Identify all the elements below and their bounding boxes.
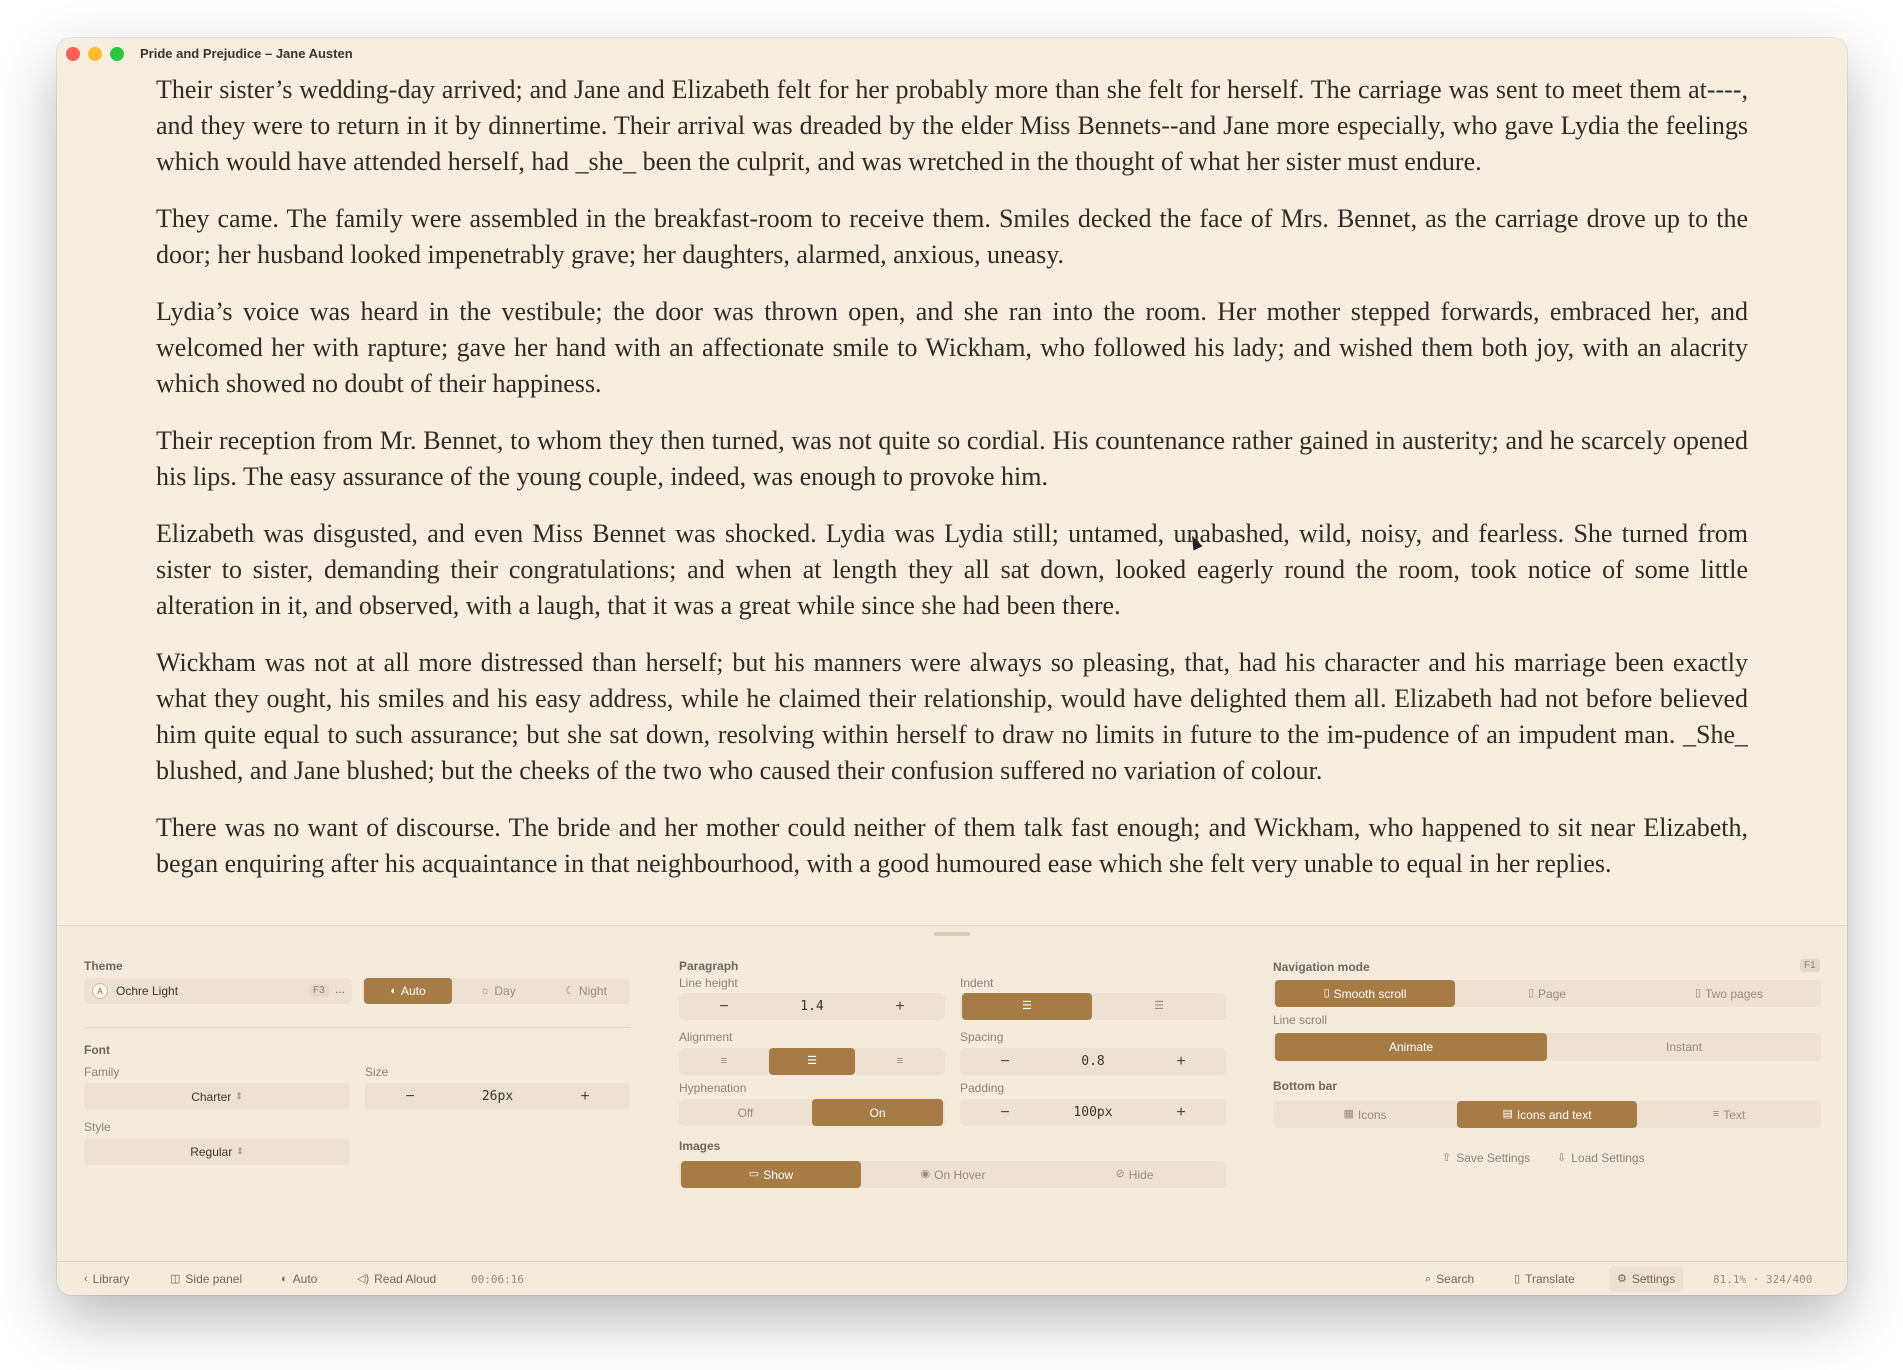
padding-increase-button[interactable]: + (1176, 1103, 1186, 1121)
indent-on-option[interactable] (962, 993, 1092, 1020)
load-settings-button[interactable]: ⇩ Load Settings (1557, 1151, 1645, 1165)
auto-theme-button[interactable]: ◐ Auto (281, 1272, 318, 1286)
bottom-bar (57, 1261, 1847, 1295)
hyphenation-on-option[interactable]: On (812, 1099, 943, 1126)
padding-decrease-button[interactable]: − (1000, 1103, 1010, 1121)
share-icon: ⇧ (1442, 1151, 1452, 1164)
spacing-increase-button[interactable]: + (1176, 1052, 1186, 1070)
theme-section-title: Theme (84, 959, 123, 973)
align-justify-icon: ☰ (807, 1055, 817, 1067)
section-divider (84, 1027, 630, 1028)
reading-progress: 81.1% · 324/400 (1713, 1272, 1813, 1286)
sun-icon: ☼ (480, 984, 491, 997)
hyphenation-segmented (679, 1099, 945, 1126)
paragraph: Elizabeth was disgusted, and even Miss Bennet was shocked. Lydia was Lydia still; untamed, unabashed, wild, noisy, and fearless. She turned from sister to sister, demanding their congratulations; and when at length they all sat down, looked eagerly round the room, took notice of some little alteration in it, and observed, with a laugh, that it was a great while since she had been there. (156, 519, 1748, 620)
font-size-decrease-button[interactable]: − (405, 1087, 415, 1105)
font-size-stepper: − 26px + (365, 1083, 630, 1110)
window-title: Pride and Prejudice – Jane Austen (140, 46, 353, 61)
bottom-bar-icons-and-text-option[interactable]: ▤ Icons and text (1457, 1101, 1637, 1128)
download-icon: ⇩ (1557, 1151, 1567, 1164)
no-indent-icon: ☰ (1154, 1000, 1164, 1012)
theme-shortcut: F3 (309, 984, 329, 997)
two-pages-icon: ▯ (1694, 987, 1701, 999)
icon-text-icon: ▤ (1502, 1108, 1513, 1120)
settings-panel (57, 925, 1847, 1261)
search-icon: ⌕ (1425, 1272, 1432, 1285)
speaker-icon: ◁) (357, 1272, 370, 1285)
paragraph-section-title: Paragraph (679, 959, 739, 973)
paragraph: Their sister’s wedding-day arrived; and Jane and Elizabeth felt for her probably more than she felt for herself. The carriage was sent to meet them at----, and they were to return in it by dinnertime. Their arrival was dreaded by the elder Miss Bennets--and Jane more especially, who gave Lydia the feelings which would have attended herself, had _she_ been the culprit, and was wretched in the thought of what her sister must endure. (156, 75, 1748, 176)
settings-button[interactable]: ⚙ Settings (1609, 1266, 1683, 1292)
panel-resize-handle[interactable] (934, 932, 970, 936)
minimize-window-button[interactable] (88, 47, 102, 61)
line-scroll-segmented (1273, 1033, 1821, 1061)
save-settings-button[interactable]: ⇧ Save Settings (1442, 1151, 1531, 1165)
bottom-bar-section-title: Bottom bar (1273, 1079, 1337, 1093)
align-left-icon: ≡ (720, 1055, 728, 1067)
padding-label: Padding (960, 1081, 1005, 1095)
page-icon: ▯ (1527, 987, 1535, 999)
grid-icon: ▦ (1343, 1108, 1354, 1120)
theme-name: Ochre Light (116, 984, 179, 998)
eye-off-icon: ⊘ (1115, 1168, 1125, 1180)
padding-stepper: − 100px + (960, 1099, 1226, 1126)
align-right-icon: ≡ (896, 1055, 904, 1067)
font-family-select[interactable]: Charter ⇕ (84, 1083, 350, 1110)
indent-segmented (960, 993, 1226, 1020)
bottom-bar-segmented (1273, 1101, 1821, 1128)
theme-mode-auto[interactable]: ◐ Auto (364, 978, 452, 1004)
gear-icon: ⚙ (1617, 1272, 1627, 1285)
chevron-updown-icon: ⇕ (235, 1091, 243, 1101)
font-size-label: Size (365, 1065, 389, 1079)
indent-icon: ☰ (1022, 1000, 1032, 1012)
images-on-hover-option[interactable]: ◉ On Hover (920, 1167, 986, 1182)
library-button[interactable]: ‹ Library (84, 1272, 130, 1286)
align-left-option[interactable] (681, 1048, 767, 1075)
images-section-title: Images (679, 1139, 721, 1153)
font-style-select[interactable]: Regular ⇕ (84, 1138, 350, 1165)
spacing-label: Spacing (960, 1030, 1004, 1044)
paragraph: Lydia’s voice was heard in the vestibule; the door was thrown open, and she ran into the room. Her mother stepped forwards, embraced her, and welcomed her with rapture; gave her hand with an affectionate smile to Wickham, who followed his lady; and wished them both joy, with an alacrity which showed no doubt of their happiness. (156, 297, 1748, 398)
line-height-increase-button[interactable]: + (895, 997, 905, 1015)
nav-smooth-scroll-option[interactable]: ▯ Smooth scroll (1275, 980, 1455, 1007)
eye-icon: ◉ (920, 1168, 931, 1180)
theme-letter-icon: A (92, 983, 108, 999)
zoom-window-button[interactable] (110, 47, 124, 61)
font-style-label: Style (84, 1120, 111, 1134)
line-scroll-label: Line scroll (1273, 1013, 1328, 1027)
theme-mode-night[interactable]: ☾ Night (565, 984, 607, 998)
align-justify-option[interactable] (769, 1048, 855, 1075)
font-section-title: Font (84, 1043, 110, 1057)
read-aloud-button[interactable]: ◁) Read Aloud (357, 1272, 437, 1286)
line-height-decrease-button[interactable]: − (719, 997, 729, 1015)
scroll-icon: ▯ (1323, 987, 1330, 999)
hyphenation-label: Hyphenation (679, 1081, 747, 1095)
half-circle-icon: ◐ (281, 1272, 288, 1285)
font-size-increase-button[interactable]: + (580, 1087, 590, 1105)
align-right-option[interactable] (857, 1048, 943, 1075)
chevron-updown-icon: ⇕ (236, 1146, 244, 1156)
reading-timer: 00:06:16 (471, 1272, 524, 1286)
line-scroll-animate-option[interactable]: Animate (1275, 1033, 1547, 1061)
navigation-mode-segmented (1273, 980, 1821, 1007)
spacing-stepper: − 0.8 + (960, 1048, 1226, 1075)
nav-page-option[interactable]: ▯ Page (1527, 986, 1567, 1001)
spacing-decrease-button[interactable]: − (1000, 1052, 1010, 1070)
navigation-shortcut: F1 (1800, 959, 1820, 972)
theme-more-button[interactable]: ... (335, 982, 346, 996)
translate-button[interactable]: ▯ Translate (1514, 1272, 1575, 1286)
line-height-label: Line height (679, 976, 738, 990)
line-height-stepper: − 1.4 + (679, 993, 945, 1020)
hyphenation-off-option[interactable]: Off (737, 1105, 754, 1120)
paragraph: Wickham was not at all more distressed than herself; but his manners were always so pleasing, that, had his character and his marriage been exactly what they ought, his smiles and his easy address, while he claimed their relationship, would have delighted them all. Elizabeth had not before believed him quite equal to such assurance; but she sat down, resolving within herself to draw no limits in future to the im-pudence of an impudent man. _She_ blushed, and Jane blushed; but the cheeks of the two who caused their confusion suffered no variation of colour. (156, 648, 1748, 785)
reader-window (57, 38, 1847, 1295)
font-family-label: Family (84, 1065, 120, 1079)
theme-mode-segmented (362, 978, 630, 1004)
navigation-section-title: Navigation mode (1273, 960, 1370, 974)
paragraph: There was no want of discourse. The bride and her mother could neither of them talk fast enough; and Wickham, who happened to sit near Elizabeth, began enquiring after his acquaintance in that neighbourhood, with a good humoured ease which she felt very unable to equal in her replies. (156, 813, 1748, 878)
half-circle-icon: ◐ (390, 984, 397, 997)
bottom-bar-icons-option[interactable]: ▦ Icons (1343, 1107, 1387, 1122)
side-panel-button[interactable]: ◫ Side panel (170, 1272, 243, 1286)
moon-icon: ☾ (565, 984, 575, 997)
indent-label: Indent (960, 976, 994, 990)
images-hide-option[interactable]: ⊘ Hide (1115, 1167, 1154, 1182)
close-window-button[interactable] (66, 47, 80, 61)
title-bar[interactable] (57, 38, 1847, 70)
alignment-segmented (679, 1048, 945, 1075)
list-icon: ≡ (1712, 1108, 1720, 1120)
images-show-option[interactable]: ▭ Show (681, 1161, 861, 1188)
alignment-label: Alignment (679, 1030, 733, 1044)
paragraph: Their reception from Mr. Bennet, to whom they then turned, was not quite so cordial. His countenance rather gained in austerity; and he scarcely opened his lips. The easy assurance of the young couple, indeed, was enough to provoke him. (156, 426, 1748, 491)
images-segmented (679, 1161, 1226, 1188)
image-icon: ▭ (748, 1168, 760, 1180)
search-button[interactable]: ⌕ Search (1425, 1272, 1475, 1286)
line-scroll-instant-option[interactable]: Instant (1665, 1040, 1703, 1054)
indent-off-option[interactable] (1094, 993, 1224, 1020)
translate-icon: ▯ (1514, 1272, 1521, 1285)
chevron-left-icon: ‹ (84, 1272, 88, 1285)
paragraph: They came. The family were assembled in the breakfast-room to receive them. Smiles decked the face of Mrs. Bennet, as the carriage drove up to the door; her husband looked impenetrably grave; her daughters, alarmed, anxious, uneasy. (156, 204, 1748, 269)
bottom-bar-text-option[interactable]: ≡ Text (1712, 1107, 1746, 1122)
theme-mode-day[interactable]: ☼ Day (480, 984, 516, 998)
sidebar-icon: ◫ (170, 1272, 181, 1285)
book-text[interactable] (156, 72, 1748, 962)
nav-two-pages-option[interactable]: ▯ Two pages (1694, 986, 1764, 1001)
